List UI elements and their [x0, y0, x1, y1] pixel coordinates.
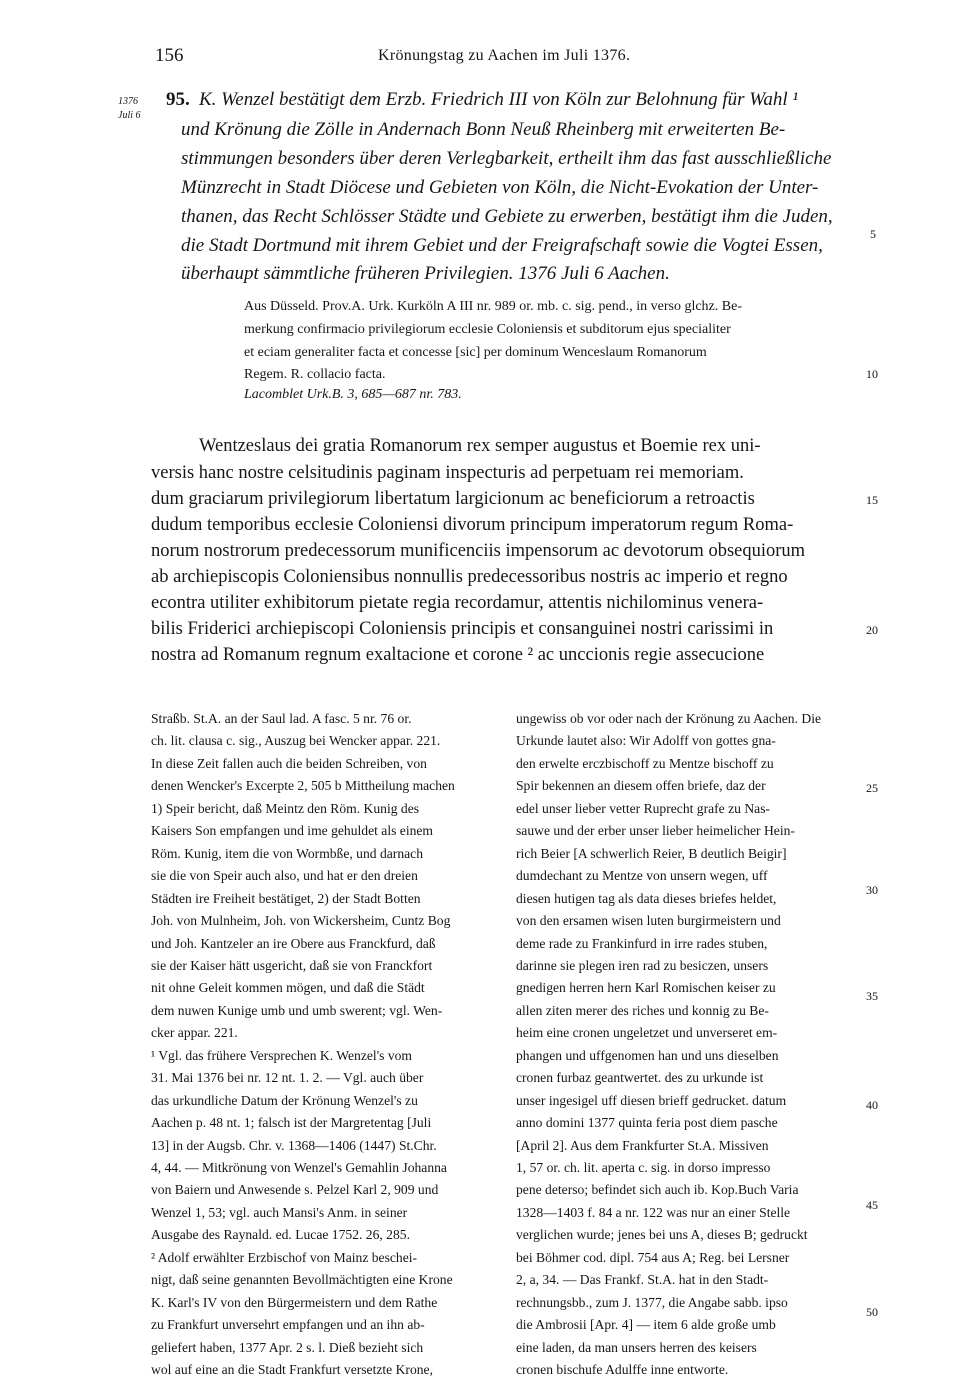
footnote-line: Ausgabe des Raynald. ed. Lucae 1752. 26, 285. — [151, 1227, 410, 1243]
body-line: econtra utiliter exhibitorum pietate regia recordamur, attentis nichilominus venera- — [151, 593, 764, 613]
footnote-line: die Ambrosii [Apr. 4] — item 6 alde große umb — [516, 1317, 776, 1333]
line-number: 15 — [866, 493, 878, 507]
regest-line: Münzrecht in Stadt Diöcese und Gebieten von Köln, die Nicht-Evokation der Unter- — [181, 177, 819, 198]
footnote-line: ungewiss ob vor oder nach der Krönung zu Aachen. Die — [516, 711, 822, 726]
footnote-line: pene deterso; befindet sich auch ib. Kop.Buch Varia — [516, 1182, 799, 1198]
source-line: Lacomblet Urk.B. 3, 685—687 nr. 783. — [244, 387, 462, 402]
body-line: nostra ad Romanum regnum exaltacione et corone ² ac unccionis regie assecucione — [151, 645, 765, 665]
page-number: 156 — [155, 45, 184, 66]
footnote-line: 2, a, 34. — Das Frankf. St.A. hat in den Stadt- — [516, 1272, 769, 1288]
footnote-line: 31. Mai 1376 bei nr. 12 nt. 1. 2. — Vgl. auch über — [151, 1070, 424, 1086]
footnote-line: zu Frankfurt unversehrt empfangen und an ihn ab- — [151, 1317, 425, 1333]
footnote-line: bei Böhmer cod. dipl. 754 aus A; Reg. bei Lersner — [516, 1249, 790, 1265]
source-line: Aus Düsseld. Prov.A. Urk. Kurköln A III nr. 989 or. mb. c. sig. pend., in verso glchz. Be- — [244, 299, 742, 314]
source-line: et eciam generaliter facta et concesse [sic] per dominum Wenceslaum Romanorum — [244, 345, 707, 360]
footnote-line: Städten ire Freiheit bestätiget, 2) der Stadt Botten — [151, 890, 421, 906]
footnote-line: cronen bischufe Adulffe inne entworte. — [516, 1362, 729, 1378]
footnote-line: K. Karl's IV von den Bürgermeistern und dem Rathe — [151, 1294, 438, 1310]
footnote-line: Aachen p. 48 nt. 1; falsch ist der Margretentag [Juli — [151, 1115, 432, 1131]
regest-line: überhaupt sämmtliche früheren Privilegien. 1376 Juli 6 Aachen. — [181, 263, 670, 284]
regest-line: und Krönung die Zölle in Andernach Bonn Neuß Rheinberg mit erweiterten Be- — [181, 119, 786, 140]
source-line: Regem. R. collacio facta. — [244, 367, 386, 382]
footnote-line: sie der Kaiser hätt usgericht, daß sie von Franckfort — [151, 957, 433, 973]
footnote-line: Röm. Kunig, item die von Wormbße, und darnach — [151, 845, 423, 861]
regest-line: die Stadt Dortmund mit ihrem Gebiet und der Freigrafschaft sowie die Vogtei Essen, — [181, 235, 823, 256]
footnote-line: das urkundliche Datum der Krönung Wenzel's zu — [151, 1092, 418, 1108]
footnote-line: In diese Zeit fallen auch die beiden Schreiben, von — [151, 755, 427, 771]
footnote-line: darinne sie plegen iren rad zu besiczen, unsers — [516, 957, 769, 973]
running-head: Krönungstag zu Aachen im Juli 1376. — [378, 47, 631, 64]
footnote-line: 13] in der Augsb. Chr. v. 1368—1406 (1447) St.Chr. — [151, 1137, 437, 1153]
footnote-line: 1328—1403 f. 84 a nr. 122 was nur an einer Stelle — [516, 1204, 791, 1220]
footnote-line: ch. lit. clausa c. sig., Auszug bei Wencker appar. 221. — [151, 733, 441, 749]
footnote-line: heim eine cronen ungeletzet und unverseret em- — [516, 1025, 778, 1041]
footnote-line: anno domini 1377 quinta feria post diem pasche — [516, 1115, 778, 1131]
regest-line: stimmungen besonders über deren Verlegbarkeit, ertheilt ihm das fast ausschließliche — [181, 148, 832, 169]
line-number: 20 — [866, 623, 878, 637]
footnote-line: 1, 57 or. ch. lit. aperta c. sig. in dorso impresso — [516, 1160, 771, 1175]
footnote-line: Joh. von Mulnheim, Joh. von Wickersheim, Cuntz Bog — [151, 913, 451, 929]
footnote-line: allen ziten merer des riches und konnig zu Be- — [516, 1002, 769, 1018]
footnote-line: verglichen wurde; jenes bei uns A, dieses B; gedruckt — [516, 1227, 808, 1243]
footnote-line: [April 2]. Aus dem Frankfurter St.A. Missiven — [516, 1137, 769, 1153]
source-line: merkung confirmacio privilegiorum ecclesie Coloniensis et subditorum ejus specialiter — [244, 322, 731, 337]
body-line: versis hanc nostre celsitudinis paginam inspecturis ad perpetuam rei memoriam. — [151, 463, 744, 483]
footnote-line: Spir bekennen an diesem offen briefe, daz der — [516, 778, 766, 794]
body-line: bilis Friderici archiepiscopi Coloniensis principis et consanguinei nostri carissimi in — [151, 619, 774, 639]
footnote-line: ¹ Vgl. das frühere Versprechen K. Wenzel's vom — [151, 1047, 412, 1063]
regest-line: thanen, das Recht Schlösser Städte und Gebiete zu erwerben, bestätigt ihm die Juden, — [181, 206, 833, 227]
body-line: dudum temporibus ecclesie Coloniensi divorum principum imperatorum regum Roma- — [151, 515, 794, 535]
entry-number: 95. — [166, 89, 190, 110]
footnote-line: eine laden, da man unsers herren des keisers — [516, 1339, 757, 1355]
line-number: 50 — [866, 1305, 878, 1319]
footnote-line: 4, 44. — Mitkrönung von Wenzel's Gemahlin Johanna — [151, 1160, 447, 1175]
margin-day: Juli 6 — [118, 110, 141, 121]
footnote-line: von Baiern und Anwesende s. Pelzel Karl 2, 909 und — [151, 1182, 439, 1198]
line-number: 35 — [866, 989, 878, 1003]
line-number: 30 — [866, 883, 878, 897]
body-line: dum graciarum privilegiorum libertatum largicionum ac beneficiorum a retroactis — [151, 489, 755, 509]
footnote-line: sie die von Speir auch also, und hat er den dreien — [151, 868, 418, 884]
line-number: 10 — [866, 367, 878, 381]
footnote-line: rich Beier [A schwerlich Reier, B deutlich Beigir] — [516, 845, 787, 861]
footnote-line: phangen und uffgenomen han und uns dieselben — [516, 1047, 779, 1063]
footnote-line: Straßb. St.A. an der Saul lad. A fasc. 5 nr. 76 or. — [151, 711, 412, 726]
footnote-line: den erwelte erczbischoff zu Mentze bischoff zu — [516, 755, 774, 771]
footnote-line: nit ohne Geleit kommen mögen, und daß die Städt — [151, 980, 425, 996]
footnote-line: ² Adolf erwählter Erzbischof von Mainz beschei- — [151, 1249, 418, 1265]
footnote-line: geliefert haben, 1377 Apr. 2 s. l. Dieß bezieht sich — [151, 1339, 424, 1355]
footnote-line: und Joh. Kantzeler an ire Obere aus Franckfurd, daß — [151, 935, 436, 951]
margin-year: 1376 — [118, 96, 138, 107]
body-line: norum nostrorum predecessorum munificenciis impensorum ac devotorum obsequiorum — [151, 541, 806, 561]
footnote-line: cronen furbaz geantwertet. des zu urkunde ist — [516, 1070, 764, 1086]
footnote-line: dumdechant zu Mentze von unsern wegen, uff — [516, 868, 768, 884]
footnote-line: 1) Speir bericht, daß Meintz den Röm. Kunig des — [151, 800, 420, 816]
footnote-line: nigt, daß seine genannten Bevollmächtigten eine Krone — [151, 1272, 453, 1288]
body-line: Wentzeslaus dei gratia Romanorum rex semper augustus et Boemie rex uni- — [199, 436, 761, 456]
body-line: ab archiepiscopis Coloniensibus nonnullis predecessoribus nostris ac imperio et regno — [151, 567, 788, 587]
footnote-line: denen Wencker's Excerpte 2, 505 b Mittheilung machen — [151, 778, 455, 794]
footnote-line: von den ersamen wisen luten burgirmeistern und — [516, 913, 781, 929]
footnote-line: deme rade zu Frankinfurd in irre rades stuben, — [516, 935, 768, 951]
footnote-line: Kaisers Son empfangen und ime gehuldet als einem — [151, 823, 433, 839]
footnote-line: sauwe und der erber unser lieber heimelicher Hein- — [516, 823, 795, 839]
footnote-line: edel unser lieber vetter Ruprecht grafe zu Nas- — [516, 800, 771, 816]
footnote-line: gnedigen herren hern Karl Romischen keiser zu — [516, 980, 776, 996]
footnote-line: rechnungsbb., zum J. 1377, die Angabe sabb. ipso — [516, 1294, 788, 1310]
footnote-line: wol auf eine an die Stadt Frankfurt versetzte Krone, — [151, 1362, 433, 1378]
footnote-line: Urkunde lautet also: Wir Adolff von gottes gna- — [516, 733, 776, 749]
line-number: 45 — [866, 1198, 878, 1212]
footnote-line: Wenzel 1, 53; vgl. auch Mansi's Anm. in seiner — [151, 1204, 408, 1220]
regest-line: K. Wenzel bestätigt dem Erzb. Friedrich III von Köln zur Belohnung für Wahl ¹ — [199, 89, 799, 110]
footnote-line: dem nuwen Kunige umb und umb swerent; vgl. Wen- — [151, 1002, 443, 1018]
footnote-line: diesen hutigen tag als data dieses briefes heldet, — [516, 890, 777, 906]
line-number: 40 — [866, 1098, 878, 1112]
line-number: 5 — [870, 227, 876, 241]
line-number: 25 — [866, 781, 878, 795]
footnote-line: unser ingesigel uff diesen brieff gedrucket. datum — [516, 1092, 787, 1108]
footnote-line: cker appar. 221. — [151, 1025, 238, 1041]
